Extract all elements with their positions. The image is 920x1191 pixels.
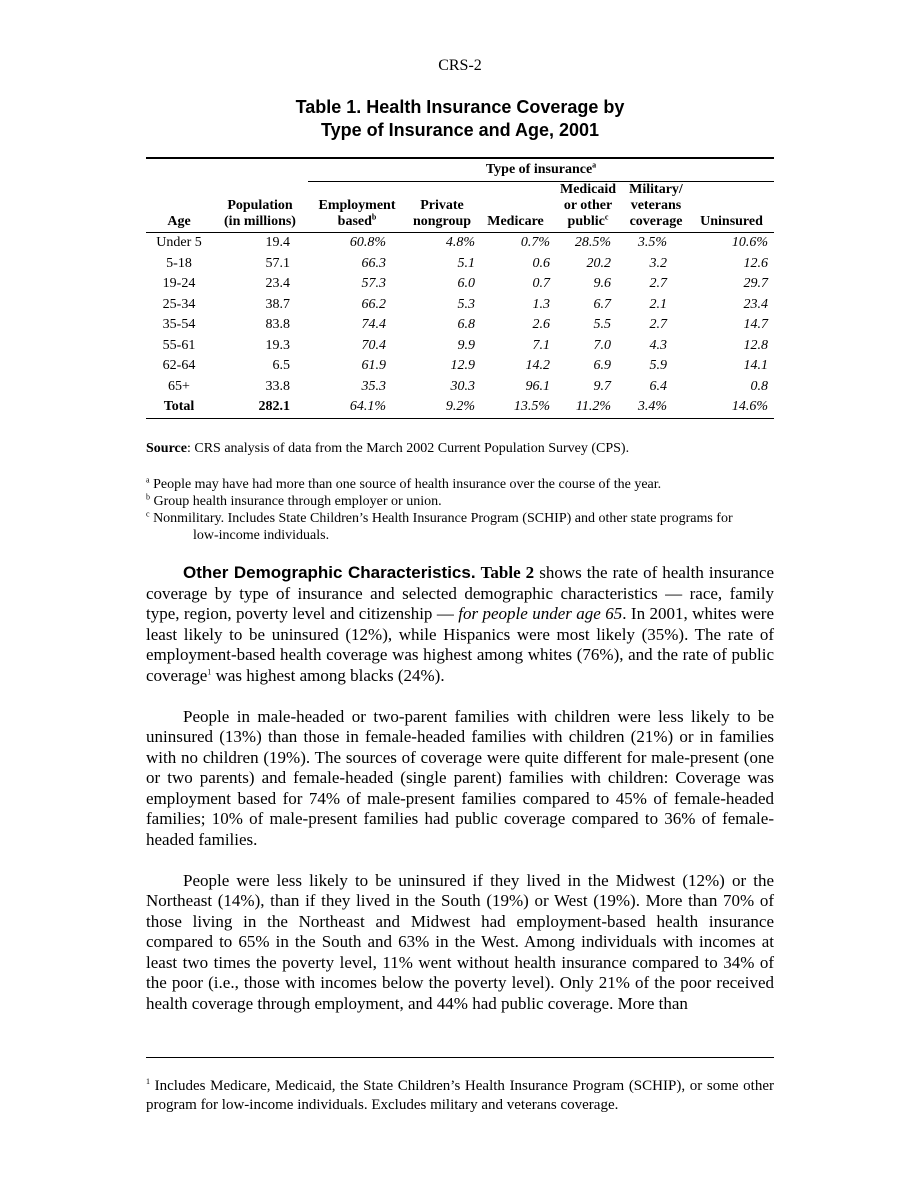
cell-population: 33.8 (265, 378, 290, 394)
section-heading: Other Demographic Characteristics. (183, 563, 476, 582)
cell-population: 57.1 (265, 255, 290, 271)
cell-age: 19-24 (162, 276, 196, 291)
cell-age: 5-18 (166, 255, 192, 271)
cell-medicare: 7.1 (532, 337, 550, 353)
cell-employment: 57.3 (361, 276, 386, 291)
col-header-medicare: Medicare (478, 182, 553, 233)
cell-private: 6.8 (457, 317, 475, 332)
cell-medicare: 14.2 (525, 358, 550, 373)
table-row (146, 295, 774, 316)
cell-medicare: 0.6 (532, 255, 550, 271)
cell-private: 9.9 (457, 337, 475, 353)
cell-private: 12.9 (450, 358, 475, 373)
cell-age: 25-34 (162, 296, 196, 312)
cell-population: 19.4 (265, 235, 290, 250)
cell-population: 23.4 (265, 276, 290, 291)
cell-medicaid: 28.5% (574, 235, 611, 250)
source-line (146, 441, 774, 457)
cell-military: 2.7 (649, 317, 667, 332)
table-notes (146, 476, 774, 544)
table-body (146, 233, 774, 398)
col-header-private: Private nongroup (406, 182, 478, 233)
cell-age: 65+ (168, 378, 190, 394)
footnote: $^1$ Includes Medicare, Medicaid, the State Children’s Health Insurance Program (SCHIP), or some other program for low-income individuals. Excludes military and veterans coverage. (146, 1077, 774, 1113)
cell-employment: 74.4 (361, 317, 386, 332)
cell-age: Under 5 (156, 235, 202, 250)
cell-private: 30.3 (450, 378, 475, 394)
cell-uninsured: 14.6% (689, 397, 774, 418)
body-text (146, 563, 774, 1035)
cell-uninsured: 12.6 (743, 255, 769, 271)
note-b: $^b$ Group health insurance through employer or union. (146, 492, 442, 509)
cell-medicare: 0.7 (532, 276, 550, 291)
source-text: : CRS analysis of data from the March 2002 Current Population Survey (CPS). (186, 441, 630, 456)
source-label: Source (146, 441, 187, 456)
cell-private: 5.1 (457, 255, 475, 271)
footnote-divider (146, 1057, 774, 1058)
col-header-uninsured: Uninsured (689, 182, 774, 233)
paragraph-1: Other Demographic Characteristics. Table 2 shows the rate of health insurance coverage by type of insurance and selected demographic characteristics — race, family type, region, poverty level and citizenship — for people under age 65. In 2001, whites were least likely to be uninsured (12%), while Hispanics were most likely (35%). The rate of employment-based health coverage was highest among whites (76%), and the rate of public coverage$^1$ was highest among blacks (24%). (146, 563, 775, 685)
cell-employment: 64.1% (308, 397, 406, 418)
cell-private: 9.2% (406, 397, 478, 418)
cell-uninsured: 23.4 (743, 296, 769, 312)
cell-population: 38.7 (265, 296, 290, 312)
cell-uninsured: 0.8 (750, 378, 769, 394)
cell-age: 35-54 (162, 317, 196, 332)
table-title-line-1: Table 1. Health Insurance Coverage by (295, 97, 625, 117)
cell-uninsured: 14.7 (743, 317, 769, 332)
cell-uninsured: 14.1 (743, 358, 769, 373)
cell-military: 6.4 (649, 378, 667, 394)
cell-medicare: 13.5% (478, 397, 553, 418)
page-header: CRS-2 (438, 57, 482, 74)
table-super-header-row (146, 158, 774, 182)
cell-employment: 35.3 (361, 378, 386, 394)
cell-military: 2.1 (649, 296, 667, 312)
cell-private: 4.8% (445, 235, 475, 250)
table-2-reference: Table 2 (480, 563, 535, 582)
cell-medicaid: 9.6 (593, 276, 611, 291)
cell-medicaid: 6.9 (593, 358, 611, 373)
table-row (146, 254, 774, 275)
footnote-ref-1: 1 (207, 666, 212, 676)
cell-population: 83.8 (265, 317, 290, 332)
cell-employment: 66.2 (361, 296, 386, 312)
table-header-row (146, 182, 774, 233)
cell-military: 5.9 (649, 358, 667, 373)
cell-medicare: 96.1 (525, 378, 550, 394)
col-header-employment: Employment based$^b$ (308, 182, 406, 233)
cell-age: 55-61 (162, 337, 196, 353)
cell-military: 3.5% (637, 235, 667, 250)
table-row (146, 233, 774, 254)
cell-military: 2.7 (649, 276, 667, 291)
table-row (146, 336, 774, 357)
cell-medicaid: 11.2% (553, 397, 623, 418)
cell-medicare: 1.3 (532, 296, 550, 312)
cell-population: 282.1 (212, 397, 308, 418)
cell-uninsured: 12.8 (743, 337, 769, 353)
cell-medicare: 2.6 (532, 317, 550, 332)
table-row (146, 274, 774, 295)
insurance-table (146, 157, 774, 419)
table-row (146, 356, 774, 377)
cell-military: 4.3 (649, 337, 667, 353)
header-spacer (146, 158, 212, 182)
cell-uninsured: 10.6% (731, 235, 769, 250)
cell-private: 6.0 (457, 276, 475, 291)
cell-medicare: 0.7% (520, 235, 550, 250)
cell-population: 19.3 (265, 337, 290, 353)
table-title-line-2: Type of Insurance and Age, 2001 (320, 120, 600, 140)
cell-uninsured: 29.7 (743, 276, 769, 291)
cell-employment: 60.8% (349, 235, 386, 250)
table-row (146, 315, 774, 336)
col-header-medicaid: Medicaid or other public$^c$ (553, 182, 623, 233)
cell-military: 3.4% (623, 397, 689, 418)
col-header-military: Military/ veterans coverage (623, 182, 689, 233)
cell-employment: 61.9 (361, 358, 386, 373)
note-a: $^a$ People may have had more than one source of health insurance over the course of the year. (146, 475, 662, 492)
cell-age: Total (146, 397, 212, 418)
cell-medicaid: 9.7 (593, 378, 611, 394)
header-spacer (212, 158, 308, 182)
col-header-age: Age (146, 182, 212, 233)
cell-employment: 70.4 (361, 337, 386, 353)
cell-medicaid: 5.5 (593, 317, 611, 332)
cell-private: 5.3 (457, 296, 475, 312)
cell-military: 3.2 (649, 255, 667, 271)
cell-age: 62-64 (162, 358, 196, 373)
paragraph-3: People were less likely to be uninsured if they lived in the Midwest (12%) or the Northeast (14%), than if they lived in the South (19%) or West (19%). More than 70% of those living in the Northeast and Midwest had employment-based health insurance compared to 65% in the South and 63% in the West. Among individuals with incomes at least two times the poverty level, 11% went without health insurance compared to 34% of the poor (i.e., those with incomes below the poverty level). Only 21% of the poor received health coverage through employment, and 44% had public coverage. More than (146, 870, 774, 1013)
table-total-row (146, 397, 774, 418)
type-of-insurance-header: Type of insurance$^a$ (308, 158, 774, 182)
cell-population: 6.5 (272, 358, 290, 373)
table-title (0, 96, 920, 142)
cell-employment: 66.3 (361, 255, 386, 271)
cell-medicaid: 20.2 (586, 255, 611, 271)
insurance-table-container (146, 157, 774, 419)
note-c: $^c$ Nonmilitary. Includes State Children’s Health Insurance Program (SCHIP) and other state programs for low-income individuals. (146, 509, 733, 543)
paragraph-2: People in male-headed or two-parent families with children were less likely to be uninsured (13%) than those in female-headed families with children (21%) or in families with no children (19%). The sources of coverage were quite different for male-present (one or two parents) and female-headed (single parent) families with children: Coverage was employment based for 74% of male-present families compared to 45% of female-headed families; 10% of male-present families had public coverage compared to 36% of female-headed families. (146, 706, 774, 849)
cell-medicaid: 7.0 (593, 337, 611, 353)
cell-medicaid: 6.7 (593, 296, 611, 312)
table-row (146, 377, 774, 398)
col-header-population: Population (in millions) (212, 182, 308, 233)
